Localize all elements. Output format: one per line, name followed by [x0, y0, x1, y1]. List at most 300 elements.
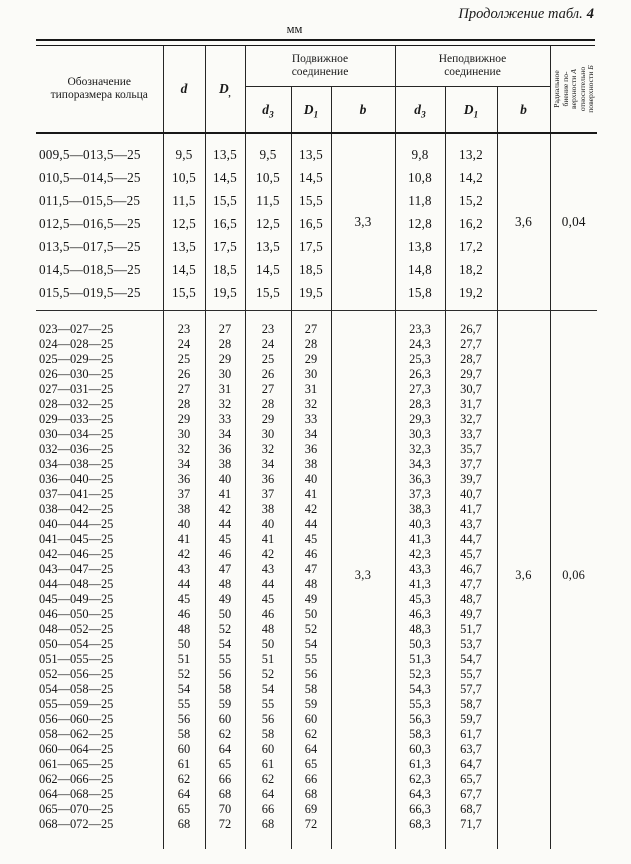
value-cell: 38: [245, 502, 291, 517]
table-top-rule: [36, 39, 595, 46]
runout-header-line: Радиальное: [551, 70, 561, 108]
value-cell: 15,5: [205, 189, 245, 212]
value-cell: 34,3: [395, 457, 445, 472]
spacer-cell: [245, 832, 291, 840]
value-cell: 61,3: [395, 757, 445, 772]
value-cell: 27,3: [395, 382, 445, 397]
spacer-cell: [163, 133, 205, 143]
value-cell: 54: [291, 637, 331, 652]
value-cell: 45,3: [395, 592, 445, 607]
continuation-title-text: Продолжение табл.: [458, 6, 583, 22]
value-cell: 30: [205, 367, 245, 382]
value-cell: 32: [291, 397, 331, 412]
value-cell: 45,7: [445, 547, 497, 562]
value-cell: 10,5: [163, 166, 205, 189]
value-cell: 50: [163, 637, 205, 652]
value-cell: 26,7: [445, 322, 497, 337]
value-cell: 50: [291, 607, 331, 622]
value-cell: 68,7: [445, 802, 497, 817]
spacer-cell: [245, 133, 291, 143]
value-cell: 30: [245, 427, 291, 442]
table-block-2: [36, 310, 597, 840]
designation-cell: 027—031—25: [39, 382, 114, 396]
value-cell: 52: [245, 667, 291, 682]
value-cell: 64: [291, 742, 331, 757]
value-cell: 31: [205, 382, 245, 397]
value-cell: 68: [245, 817, 291, 832]
value-cell: 40: [163, 517, 205, 532]
value-cell: 68: [291, 787, 331, 802]
value-cell: 38: [291, 457, 331, 472]
value-cell: 15,5: [163, 281, 205, 304]
value-cell: 49: [205, 592, 245, 607]
stub-cell: [163, 840, 205, 849]
b-fixed-merged-cell: 3,6: [497, 310, 550, 840]
movable-b-subheader: b: [331, 87, 395, 134]
value-cell: 55: [163, 697, 205, 712]
spacer-cell: [163, 832, 205, 840]
value-cell: 40: [245, 517, 291, 532]
value-cell: 26: [245, 367, 291, 382]
value-cell: 41: [291, 487, 331, 502]
value-cell: 58: [245, 727, 291, 742]
value-cell: 50: [245, 637, 291, 652]
value-cell: 54,3: [395, 682, 445, 697]
designation-cell: 054—058—25: [39, 682, 114, 696]
stub-cell: [245, 840, 291, 849]
value-cell: 65: [291, 757, 331, 772]
value-cell: 38,3: [395, 502, 445, 517]
stub-cell: [205, 840, 245, 849]
value-cell: 68: [163, 817, 205, 832]
spacer-cell: [36, 310, 163, 322]
value-cell: 28: [163, 397, 205, 412]
value-cell: 60,3: [395, 742, 445, 757]
designation-cell: 058—062—25: [39, 727, 114, 741]
value-cell: 64,3: [395, 787, 445, 802]
value-cell: 12,8: [395, 212, 445, 235]
value-cell: 62: [163, 772, 205, 787]
value-cell: 58,3: [395, 727, 445, 742]
table-number: 4: [586, 6, 594, 22]
value-cell: 60: [163, 742, 205, 757]
capital-d-column-header: $D_,$: [205, 46, 245, 133]
value-cell: 60: [245, 742, 291, 757]
value-cell: 9,8: [395, 143, 445, 166]
value-cell: 48,3: [395, 622, 445, 637]
spacer-cell: [291, 133, 331, 143]
bottom-stub-row: [36, 840, 597, 849]
value-cell: 24: [163, 337, 205, 352]
value-cell: 28,3: [395, 397, 445, 412]
value-cell: 23,3: [395, 322, 445, 337]
value-cell: 64: [245, 787, 291, 802]
designation-cell: 044—048—25: [39, 577, 114, 591]
value-cell: 54: [245, 682, 291, 697]
stub-cell: [36, 840, 163, 849]
value-cell: 38: [163, 502, 205, 517]
value-cell: 42: [163, 547, 205, 562]
value-cell: 50: [205, 607, 245, 622]
value-cell: 32: [163, 442, 205, 457]
value-cell: 64: [205, 742, 245, 757]
value-cell: 11,5: [245, 189, 291, 212]
value-cell: 62: [291, 727, 331, 742]
designation-cell: 065—070—25: [39, 802, 114, 816]
value-cell: 66: [291, 772, 331, 787]
stub-cell: [291, 840, 331, 849]
runout-merged-cell: 0,06: [550, 310, 597, 840]
value-cell: 45: [245, 592, 291, 607]
value-cell: 41,3: [395, 532, 445, 547]
value-cell: 11,5: [163, 189, 205, 212]
value-cell: 50,3: [395, 637, 445, 652]
value-cell: 66: [245, 802, 291, 817]
value-cell: 62: [205, 727, 245, 742]
value-cell: 16,2: [445, 212, 497, 235]
value-cell: 34: [163, 457, 205, 472]
value-cell: 15,8: [395, 281, 445, 304]
table-block-1: [36, 133, 597, 310]
value-cell: 46,7: [445, 562, 497, 577]
value-cell: 19,5: [205, 281, 245, 304]
value-cell: 32,7: [445, 412, 497, 427]
value-cell: 52: [205, 622, 245, 637]
designation-cell: 034—038—25: [39, 457, 114, 471]
value-cell: 56: [291, 667, 331, 682]
table-bottom-stub: [36, 840, 597, 849]
designation-cell: 046—050—25: [39, 607, 114, 621]
value-cell: 41,7: [445, 502, 497, 517]
value-cell: 13,5: [245, 235, 291, 258]
value-cell: 40,7: [445, 487, 497, 502]
value-cell: 30: [291, 367, 331, 382]
value-cell: 14,5: [205, 166, 245, 189]
designation-cell: 043—047—25: [39, 562, 114, 576]
value-cell: 58: [163, 727, 205, 742]
spacer-cell: [205, 310, 245, 322]
value-cell: 45: [291, 532, 331, 547]
value-cell: 43: [163, 562, 205, 577]
value-cell: 59: [291, 697, 331, 712]
value-cell: 15,5: [291, 189, 331, 212]
value-cell: 37: [245, 487, 291, 502]
value-cell: 59: [205, 697, 245, 712]
designation-cell: 030—034—25: [39, 427, 114, 441]
designation-cell: 026—030—25: [39, 367, 114, 381]
b-fixed-merged-cell: 3,6: [497, 133, 550, 310]
value-cell: 68: [205, 787, 245, 802]
value-cell: 23: [245, 322, 291, 337]
value-cell: 60: [205, 712, 245, 727]
spacer-cell: [291, 832, 331, 840]
value-cell: 72: [205, 817, 245, 832]
value-cell: 52,3: [395, 667, 445, 682]
runout-header-line: относительно: [577, 66, 586, 112]
value-cell: 62: [245, 772, 291, 787]
fixed-d1-subheader: $D_1$: [445, 87, 497, 134]
value-cell: 29,7: [445, 367, 497, 382]
value-cell: 64: [163, 787, 205, 802]
value-cell: 29: [163, 412, 205, 427]
value-cell: 41,3: [395, 577, 445, 592]
value-cell: 18,2: [445, 258, 497, 281]
value-cell: 14,2: [445, 166, 497, 189]
spacer-cell: [395, 310, 445, 322]
value-cell: 49,7: [445, 607, 497, 622]
value-cell: 10,5: [245, 166, 291, 189]
designation-cell: 045—049—25: [39, 592, 114, 606]
value-cell: 46: [245, 607, 291, 622]
value-cell: 14,5: [163, 258, 205, 281]
value-cell: 44: [291, 517, 331, 532]
value-cell: 27: [291, 322, 331, 337]
value-cell: 66: [205, 772, 245, 787]
value-cell: 55,7: [445, 667, 497, 682]
value-cell: 45: [205, 532, 245, 547]
value-cell: 47: [291, 562, 331, 577]
value-cell: 33: [291, 412, 331, 427]
table-header: [36, 46, 597, 133]
runout-header-line: биение по-: [560, 71, 569, 107]
value-cell: 32: [245, 442, 291, 457]
value-cell: 13,5: [291, 143, 331, 166]
stub-cell: [497, 840, 550, 849]
value-cell: 54: [205, 637, 245, 652]
value-cell: 56: [245, 712, 291, 727]
stub-cell: [445, 840, 497, 849]
value-cell: 44: [205, 517, 245, 532]
value-cell: 15,5: [245, 281, 291, 304]
fixed-d3-subheader: $d_3$: [395, 87, 445, 134]
value-cell: 17,5: [205, 235, 245, 258]
value-cell: 29: [291, 352, 331, 367]
value-cell: 48: [291, 577, 331, 592]
value-cell: 36: [163, 472, 205, 487]
value-cell: 46,3: [395, 607, 445, 622]
value-cell: 46: [291, 547, 331, 562]
designation-cell: 041—045—25: [39, 532, 114, 546]
value-cell: 51,7: [445, 622, 497, 637]
designation-cell: 038—042—25: [39, 502, 114, 516]
value-cell: 29: [205, 352, 245, 367]
spacer-cell: [36, 133, 163, 143]
designation-cell: 055—059—25: [39, 697, 114, 711]
value-cell: 56: [163, 712, 205, 727]
value-cell: 42,3: [395, 547, 445, 562]
designation-cell: 036—040—25: [39, 472, 114, 486]
value-cell: 23: [163, 322, 205, 337]
designation-cell: 068—072—25: [39, 817, 114, 831]
value-cell: 16,5: [205, 212, 245, 235]
rings-dimension-table: [36, 46, 597, 849]
stub-cell: [395, 840, 445, 849]
value-cell: 51: [163, 652, 205, 667]
value-cell: 17,2: [445, 235, 497, 258]
value-cell: 46: [163, 607, 205, 622]
value-cell: 70: [205, 802, 245, 817]
value-cell: 57,7: [445, 682, 497, 697]
value-cell: 37,7: [445, 457, 497, 472]
value-cell: 17,5: [291, 235, 331, 258]
value-cell: 69: [291, 802, 331, 817]
value-cell: 27: [205, 322, 245, 337]
designation-cell: 060—064—25: [39, 742, 114, 756]
spacer-cell: [205, 832, 245, 840]
runout-header-line: поверхности Б: [585, 65, 595, 113]
spacer-cell: [445, 310, 497, 322]
value-cell: 51,3: [395, 652, 445, 667]
value-cell: 12,5: [245, 212, 291, 235]
spacer-cell: [395, 133, 445, 143]
value-cell: 58,7: [445, 697, 497, 712]
value-cell: 40,3: [395, 517, 445, 532]
value-cell: 66,3: [395, 802, 445, 817]
value-cell: 13,5: [205, 143, 245, 166]
value-cell: 24: [245, 337, 291, 352]
value-cell: 33: [205, 412, 245, 427]
value-cell: 37: [163, 487, 205, 502]
value-cell: 40: [291, 472, 331, 487]
designation-cell: 032—036—25: [39, 442, 114, 456]
value-cell: 14,5: [291, 166, 331, 189]
designation-cell: 042—046—25: [39, 547, 114, 561]
value-cell: 18,5: [205, 258, 245, 281]
value-cell: 30,7: [445, 382, 497, 397]
value-cell: 32: [205, 397, 245, 412]
value-cell: 35,7: [445, 442, 497, 457]
designation-cell: 061—065—25: [39, 757, 114, 771]
designation-cell: 040—044—25: [39, 517, 114, 531]
designation-cell: 013,5—017,5—25: [39, 238, 141, 254]
stub-cell: [331, 840, 395, 849]
value-cell: 44: [245, 577, 291, 592]
value-cell: 58: [205, 682, 245, 697]
runout-header-rotated-text: [553, 46, 596, 132]
value-cell: 55: [205, 652, 245, 667]
runout-merged-cell: 0,04: [550, 133, 597, 310]
value-cell: 45: [163, 592, 205, 607]
value-cell: 53,7: [445, 637, 497, 652]
value-cell: 25: [245, 352, 291, 367]
value-cell: 30: [163, 427, 205, 442]
movable-d3-subheader: $d_3$: [245, 87, 291, 134]
value-cell: 55: [245, 697, 291, 712]
value-cell: 13,8: [395, 235, 445, 258]
movable-d1-subheader: $D_1$: [291, 87, 331, 134]
value-cell: 34: [291, 427, 331, 442]
value-cell: 13,2: [445, 143, 497, 166]
fixed-joint-group-header: Неподвижное соединение: [395, 46, 550, 87]
value-cell: 55: [291, 652, 331, 667]
value-cell: 31,7: [445, 397, 497, 412]
designation-cell: 037—041—25: [39, 487, 114, 501]
value-cell: 48: [163, 622, 205, 637]
value-cell: 12,5: [163, 212, 205, 235]
designation-column-header: Обозначение типоразмера кольца: [50, 76, 148, 101]
value-cell: 58: [291, 682, 331, 697]
value-cell: 26: [163, 367, 205, 382]
value-cell: 25: [163, 352, 205, 367]
value-cell: 39,7: [445, 472, 497, 487]
designation-cell: 064—068—25: [39, 787, 114, 801]
designation-cell: 025—029—25: [39, 352, 114, 366]
value-cell: 42: [245, 547, 291, 562]
value-cell: 28: [291, 337, 331, 352]
value-cell: 9,5: [245, 143, 291, 166]
value-cell: 61: [163, 757, 205, 772]
value-cell: 28: [205, 337, 245, 352]
value-cell: 43,7: [445, 517, 497, 532]
designation-cell: 009,5—013,5—25: [39, 146, 141, 162]
b-movable-merged-cell: 3,3: [331, 310, 395, 840]
d-column-header: d: [163, 46, 205, 133]
designation-cell: 024—028—25: [39, 337, 114, 351]
designation-cell: 028—032—25: [39, 397, 114, 411]
value-cell: 34: [245, 457, 291, 472]
value-cell: 37,3: [395, 487, 445, 502]
value-cell: 48,7: [445, 592, 497, 607]
designation-cell: 062—066—25: [39, 772, 114, 786]
value-cell: 62,3: [395, 772, 445, 787]
b-movable-merged-cell: 3,3: [331, 133, 395, 310]
value-cell: 27: [163, 382, 205, 397]
spacer-cell: [163, 310, 205, 322]
value-cell: 30,3: [395, 427, 445, 442]
value-cell: 34: [205, 427, 245, 442]
designation-cell: 012,5—016,5—25: [39, 215, 141, 231]
movable-joint-group-header: Подвижное соединение: [245, 46, 395, 87]
value-cell: 19,5: [291, 281, 331, 304]
value-cell: 15,2: [445, 189, 497, 212]
value-cell: 19,2: [445, 281, 497, 304]
value-cell: 29: [245, 412, 291, 427]
value-cell: 11,8: [395, 189, 445, 212]
value-cell: 44: [163, 577, 205, 592]
value-cell: 47: [205, 562, 245, 577]
value-cell: 44,7: [445, 532, 497, 547]
stub-cell: [550, 840, 597, 849]
value-cell: 14,5: [245, 258, 291, 281]
value-cell: 59,7: [445, 712, 497, 727]
designation-cell: 014,5—018,5—25: [39, 261, 141, 277]
value-cell: 36: [205, 442, 245, 457]
value-cell: 48: [245, 622, 291, 637]
value-cell: 41: [163, 532, 205, 547]
value-cell: 64,7: [445, 757, 497, 772]
value-cell: 26,3: [395, 367, 445, 382]
value-cell: 42: [205, 502, 245, 517]
value-cell: 65: [205, 757, 245, 772]
value-cell: 29,3: [395, 412, 445, 427]
value-cell: 27: [245, 382, 291, 397]
designation-cell: 048—052—25: [39, 622, 114, 636]
value-cell: 41: [245, 532, 291, 547]
spacer-cell: [291, 310, 331, 322]
value-cell: 27,7: [445, 337, 497, 352]
block-spacer-row: [36, 133, 597, 143]
value-cell: 65,7: [445, 772, 497, 787]
designation-cell: 023—027—25: [39, 322, 114, 336]
spacer-cell: [205, 133, 245, 143]
value-cell: 10,8: [395, 166, 445, 189]
value-cell: 61: [245, 757, 291, 772]
value-cell: 47,7: [445, 577, 497, 592]
value-cell: 24,3: [395, 337, 445, 352]
value-cell: 48: [205, 577, 245, 592]
value-cell: 72: [291, 817, 331, 832]
value-cell: 13,5: [163, 235, 205, 258]
